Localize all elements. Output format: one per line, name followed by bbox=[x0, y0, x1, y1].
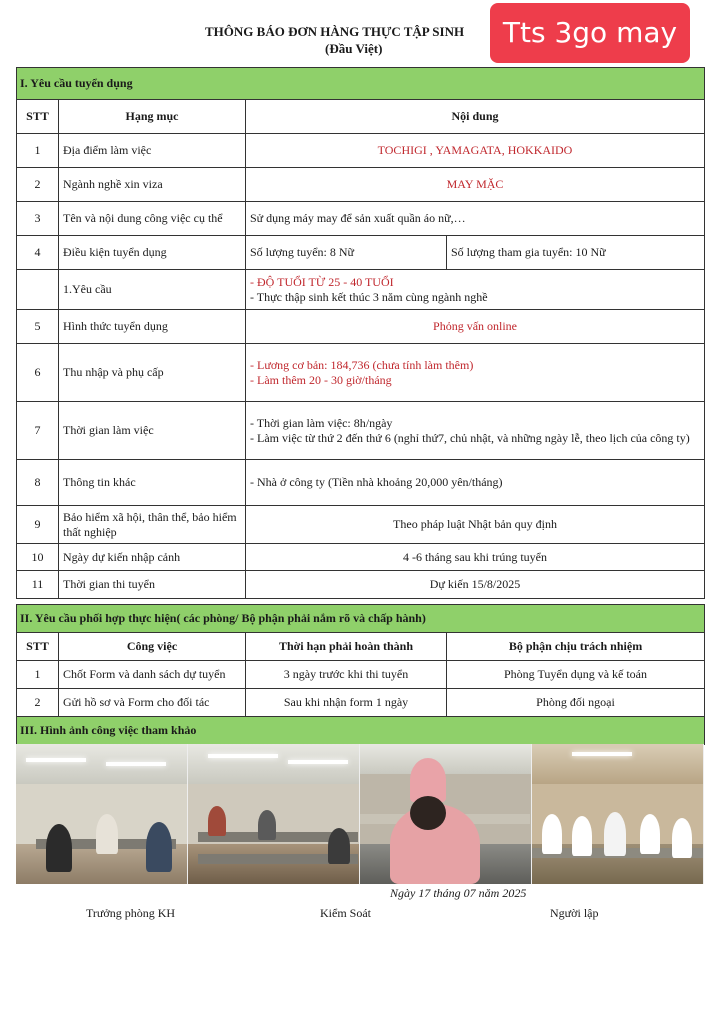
row-item: Bảo hiểm xã hội, thân thể, bảo hiểm thất nghiệp bbox=[59, 506, 246, 544]
signature-planning-head: Trưởng phòng KH bbox=[86, 906, 176, 920]
row-stt: 11 bbox=[17, 571, 59, 599]
table-row bbox=[17, 661, 705, 689]
row-item: Thời gian làm việc bbox=[59, 402, 246, 460]
row-item: 1.Yêu cầu bbox=[59, 270, 246, 310]
row-stt bbox=[17, 270, 59, 310]
row-item: Địa điểm làm việc bbox=[59, 134, 246, 168]
signature-date: Ngày 17 tháng 07 năm 2025 bbox=[390, 886, 527, 900]
column-header-content: Nội dung bbox=[246, 100, 705, 134]
row-content-line: - Làm thêm 20 - 30 giờ/tháng bbox=[250, 372, 392, 387]
row-task: Gửi hồ sơ và Form cho đối tác bbox=[59, 689, 246, 717]
factory-photo-4 bbox=[532, 744, 704, 884]
row-item: Ngày dự kiến nhập cảnh bbox=[59, 544, 246, 571]
row-content: 4 -6 tháng sau khi trúng tuyển bbox=[246, 544, 705, 571]
table-row bbox=[17, 236, 705, 270]
row-content: Sử dụng máy may để sản xuất quần áo nữ,… bbox=[246, 202, 705, 236]
table-row bbox=[17, 506, 705, 544]
table-row bbox=[17, 168, 705, 202]
row-content-quota: Số lượng tuyển: 8 Nữ bbox=[246, 236, 447, 270]
row-dept: Phòng Tuyển dụng và kế toán bbox=[447, 661, 705, 689]
row-item: Ngành nghề xin viza bbox=[59, 168, 246, 202]
section1-title: I. Yêu cầu tuyển dụng bbox=[17, 68, 705, 100]
row-content-participants: Số lượng tham gia tuyển: 10 Nữ bbox=[447, 236, 705, 270]
row-task: Chốt Form và danh sách dự tuyển bbox=[59, 661, 246, 689]
row-content-line: - Thời gian làm việc: 8h/ngày bbox=[250, 415, 393, 430]
requirements-table bbox=[16, 67, 705, 599]
row-stt: 10 bbox=[17, 544, 59, 571]
row-item: Thông tin khác bbox=[59, 460, 246, 506]
row-content: TOCHIGI , YAMAGATA, HOKKAIDO bbox=[246, 134, 705, 168]
row-item: Thời gian thi tuyển bbox=[59, 571, 246, 599]
column-header-stt: STT bbox=[17, 100, 59, 134]
table-row bbox=[17, 134, 705, 168]
row-dept: Phòng đối ngoại bbox=[447, 689, 705, 717]
row-content: - Nhà ở công ty (Tiền nhà khoảng 20,000 yên/tháng) bbox=[246, 460, 705, 506]
row-stt: 8 bbox=[17, 460, 59, 506]
workplace-photos bbox=[16, 744, 704, 884]
column-header-dept: Bộ phận chịu trách nhiệm bbox=[447, 633, 705, 661]
row-stt: 1 bbox=[17, 134, 59, 168]
row-content-line: - ĐỘ TUỔI TỪ 25 - 40 TUỔI bbox=[250, 274, 394, 289]
row-stt: 7 bbox=[17, 402, 59, 460]
row-stt: 3 bbox=[17, 202, 59, 236]
column-header-item: Hạng mục bbox=[59, 100, 246, 134]
table-row bbox=[17, 402, 705, 460]
row-content bbox=[246, 344, 705, 402]
table-row bbox=[17, 344, 705, 402]
row-content bbox=[246, 270, 705, 310]
row-item: Tên và nội dung công việc cụ thể bbox=[59, 202, 246, 236]
row-content: MAY MẶC bbox=[246, 168, 705, 202]
row-content-line: - Làm việc từ thứ 2 đến thứ 6 (nghỉ thứ7, chủ nhật, và những ngày lễ, theo lịch của công ty) bbox=[250, 430, 690, 445]
factory-photo-2 bbox=[188, 744, 360, 884]
factory-photo-3 bbox=[360, 744, 532, 884]
table-row bbox=[17, 544, 705, 571]
row-stt: 2 bbox=[17, 689, 59, 717]
section2-title: II. Yêu cầu phối hợp thực hiện( các phòng/ Bộ phận phải nắm rõ và chấp hành) bbox=[17, 605, 705, 633]
coordination-table bbox=[16, 604, 705, 745]
row-content: Dự kiến 15/8/2025 bbox=[246, 571, 705, 599]
table-row bbox=[17, 571, 705, 599]
signature-controller: Kiểm Soát bbox=[320, 906, 371, 920]
document-subtitle: (Đầu Việt) bbox=[325, 41, 383, 56]
row-stt: 9 bbox=[17, 506, 59, 544]
row-stt: 1 bbox=[17, 661, 59, 689]
table-row bbox=[17, 689, 705, 717]
row-content: Theo pháp luật Nhật bản quy định bbox=[246, 506, 705, 544]
column-header-task: Công việc bbox=[59, 633, 246, 661]
factory-photo-1 bbox=[16, 744, 188, 884]
row-item: Hình thức tuyển dụng bbox=[59, 310, 246, 344]
column-header-deadline: Thời hạn phải hoàn thành bbox=[246, 633, 447, 661]
row-content bbox=[246, 402, 705, 460]
row-content-line: - Thực thập sinh kết thúc 3 năm cùng ngành nghề bbox=[250, 289, 488, 304]
row-content: Phỏng vấn online bbox=[246, 310, 705, 344]
table-row bbox=[17, 202, 705, 236]
row-stt: 5 bbox=[17, 310, 59, 344]
row-item: Điều kiện tuyển dụng bbox=[59, 236, 246, 270]
row-deadline: 3 ngày trước khi thi tuyển bbox=[246, 661, 447, 689]
column-header-stt: STT bbox=[17, 633, 59, 661]
table-row bbox=[17, 270, 705, 310]
badge-label: Tts 3go may bbox=[490, 3, 690, 63]
row-deadline: Sau khi nhận form 1 ngày bbox=[246, 689, 447, 717]
row-content-line: - Lương cơ bản: 184,736 (chưa tính làm thêm) bbox=[250, 357, 474, 372]
row-item: Thu nhập và phụ cấp bbox=[59, 344, 246, 402]
row-stt: 2 bbox=[17, 168, 59, 202]
signature-preparer: Người lập bbox=[550, 906, 599, 920]
table-row bbox=[17, 310, 705, 344]
document-title: THÔNG BÁO ĐƠN HÀNG THỰC TẬP SINH bbox=[205, 24, 465, 39]
table-row bbox=[17, 460, 705, 506]
row-stt: 4 bbox=[17, 236, 59, 270]
row-stt: 6 bbox=[17, 344, 59, 402]
section3-title: III. Hình ảnh công việc tham khảo bbox=[17, 717, 705, 745]
